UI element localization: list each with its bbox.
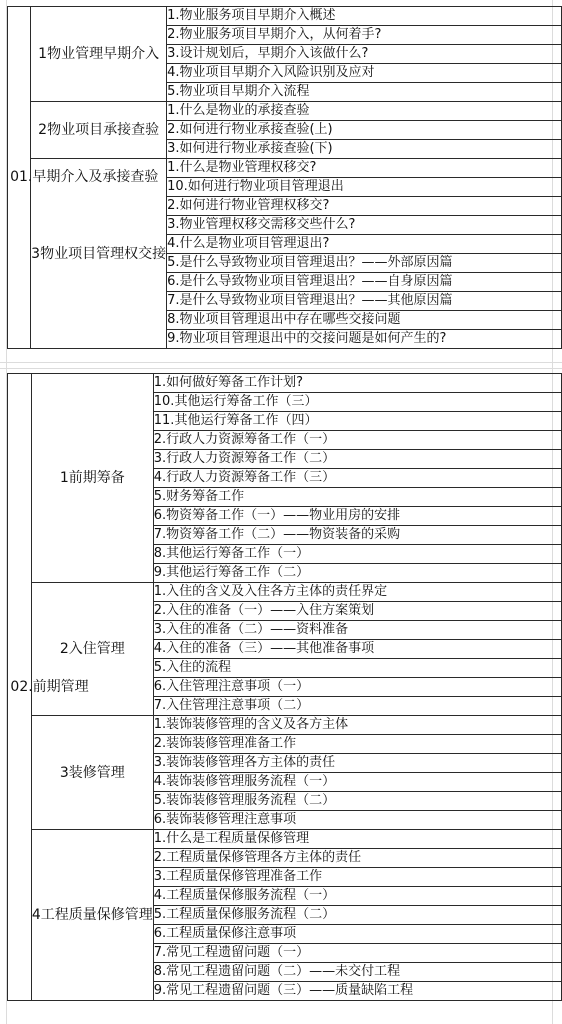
group-cell bbox=[31, 159, 167, 349]
item-cell[interactable]: 3.工程质量保修管理准备工作 bbox=[153, 868, 561, 887]
item-cell[interactable]: 2.装饰装修管理准备工作 bbox=[153, 735, 561, 754]
item-cell[interactable]: 2.入住的准备（一）——入住方案策划 bbox=[153, 602, 561, 621]
item-cell[interactable]: 4.入住的准备（三）——其他准备事项 bbox=[153, 640, 561, 659]
item-cell[interactable]: 2.行政人力资源筹备工作（一） bbox=[153, 431, 561, 450]
item-cell[interactable]: 4.什么是物业项目管理退出? bbox=[167, 235, 562, 254]
item-cell[interactable]: 3.行政人力资源筹备工作（二） bbox=[153, 450, 561, 469]
item-cell[interactable]: 7.常见工程遗留问题（一） bbox=[153, 944, 561, 963]
group-label: 2入住管理 bbox=[59, 641, 125, 657]
item-cell[interactable]: 2.如何进行物业承接查验(上) bbox=[167, 121, 562, 140]
table-row bbox=[8, 7, 562, 26]
item-cell[interactable]: 5.工程质量保修服务流程（二） bbox=[153, 906, 561, 925]
item-cell[interactable]: 3.设计规划后，早期介入该做什么? bbox=[167, 45, 562, 64]
item-cell[interactable]: 7.是什么导致物业项目管理退出？——其他原因篇 bbox=[167, 292, 562, 311]
section-header: 02.前期管理 bbox=[10, 678, 89, 695]
item-cell[interactable]: 11.其他运行筹备工作（四） bbox=[153, 412, 561, 431]
item-cell[interactable]: 6.入住管理注意事项（一） bbox=[153, 678, 561, 697]
item-cell[interactable]: 10.其他运行筹备工作（三） bbox=[153, 393, 561, 412]
table-row bbox=[8, 830, 562, 849]
item-cell[interactable]: 6.物资筹备工作（一）——物业用房的安排 bbox=[153, 507, 561, 526]
item-cell[interactable]: 5.入住的流程 bbox=[153, 659, 561, 678]
section-header: 01.早期介入及承接查验 bbox=[10, 169, 159, 185]
group-cell bbox=[31, 102, 167, 159]
item-cell[interactable]: 9.常见工程遗留问题（三）——质量缺陷工程 bbox=[153, 982, 561, 1001]
item-cell[interactable]: 8.常见工程遗留问题（二）——未交付工程 bbox=[153, 963, 561, 982]
item-cell[interactable]: 8.物业项目管理退出中存在哪些交接问题 bbox=[167, 311, 562, 330]
group-label: 3物业项目管理权交接 bbox=[31, 245, 167, 262]
item-cell[interactable]: 1.物业服务项目早期介入概述 bbox=[167, 7, 562, 26]
group-cell bbox=[31, 583, 153, 716]
item-cell[interactable]: 5.财务筹备工作 bbox=[153, 488, 561, 507]
item-cell[interactable]: 1.什么是物业的承接查验 bbox=[167, 102, 562, 121]
item-cell[interactable]: 3.如何进行物业承接查验(下) bbox=[167, 140, 562, 159]
item-cell[interactable]: 10.如何进行物业项目管理退出 bbox=[167, 178, 562, 197]
item-cell[interactable]: 2.如何进行物业管理权移交? bbox=[167, 197, 562, 216]
section-header-cell bbox=[8, 374, 89, 1001]
item-cell[interactable]: 6.装饰装修管理注意事项 bbox=[153, 811, 561, 830]
item-cell[interactable]: 5.物业项目早期介入流程 bbox=[167, 83, 562, 102]
item-cell[interactable]: 5.装饰装修管理服务流程（二） bbox=[153, 792, 561, 811]
item-cell[interactable]: 2.工程质量保修管理各方主体的责任 bbox=[153, 849, 561, 868]
item-cell[interactable]: 4.装饰装修管理服务流程（一） bbox=[153, 773, 561, 792]
group-label: 1物业管理早期介入 bbox=[38, 46, 160, 62]
item-cell[interactable]: 6.是什么导致物业项目管理退出？——自身原因篇 bbox=[167, 273, 562, 292]
item-cell[interactable]: 3.入住的准备（二）——资料准备 bbox=[153, 621, 561, 640]
item-cell[interactable]: 1.如何做好筹备工作计划? bbox=[153, 374, 561, 393]
item-cell[interactable]: 6.工程质量保修注意事项 bbox=[153, 925, 561, 944]
item-cell[interactable]: 3.物业管理权移交需移交些什么? bbox=[167, 216, 562, 235]
table-row bbox=[8, 583, 562, 602]
section-table-early-intervention bbox=[7, 6, 562, 349]
item-cell[interactable]: 9.物业项目管理退出中的交接问题是如何产生的? bbox=[167, 330, 562, 349]
group-label: 1前期筹备 bbox=[59, 470, 125, 486]
item-cell[interactable]: 8.其他运行筹备工作（一） bbox=[153, 545, 561, 564]
item-cell[interactable]: 2.物业服务项目早期介入，从何着手? bbox=[167, 26, 562, 45]
section-table-preliminary-management bbox=[7, 373, 562, 1001]
table-row bbox=[8, 374, 562, 393]
group-cell bbox=[31, 716, 153, 830]
item-cell[interactable]: 4.行政人力资源筹备工作（三） bbox=[153, 469, 561, 488]
item-cell[interactable]: 1.什么是物业管理权移交? bbox=[167, 159, 562, 178]
item-cell[interactable]: 1.入住的含义及入住各方主体的责任界定 bbox=[153, 583, 561, 602]
group-cell bbox=[31, 374, 153, 583]
item-cell[interactable]: 5.是什么导致物业项目管理退出？——外部原因篇 bbox=[167, 254, 562, 273]
group-label: 3装修管理 bbox=[59, 764, 125, 781]
item-cell[interactable]: 7.物资筹备工作（二）——物资装备的采购 bbox=[153, 526, 561, 545]
group-label: 4工程质量保修管理 bbox=[31, 907, 153, 923]
sheet-gridline bbox=[0, 368, 562, 369]
table-row bbox=[8, 102, 562, 121]
sheet-gridline bbox=[0, 362, 562, 363]
item-cell[interactable]: 4.工程质量保修服务流程（一） bbox=[153, 887, 561, 906]
group-cell bbox=[31, 830, 153, 1001]
item-cell[interactable]: 9.其他运行筹备工作（二） bbox=[153, 564, 561, 583]
group-cell bbox=[31, 7, 167, 102]
table-row bbox=[8, 716, 562, 735]
item-cell[interactable]: 3.装饰装修管理各方主体的责任 bbox=[153, 754, 561, 773]
group-label: 2物业项目承接查验 bbox=[38, 122, 160, 138]
item-cell[interactable]: 1.什么是工程质量保修管理 bbox=[153, 830, 561, 849]
item-cell[interactable]: 1.装饰装修管理的含义及各方主体 bbox=[153, 716, 561, 735]
item-cell[interactable]: 7.入住管理注意事项（二） bbox=[153, 697, 561, 716]
item-cell[interactable]: 4.物业项目早期介入风险识别及应对 bbox=[167, 64, 562, 83]
